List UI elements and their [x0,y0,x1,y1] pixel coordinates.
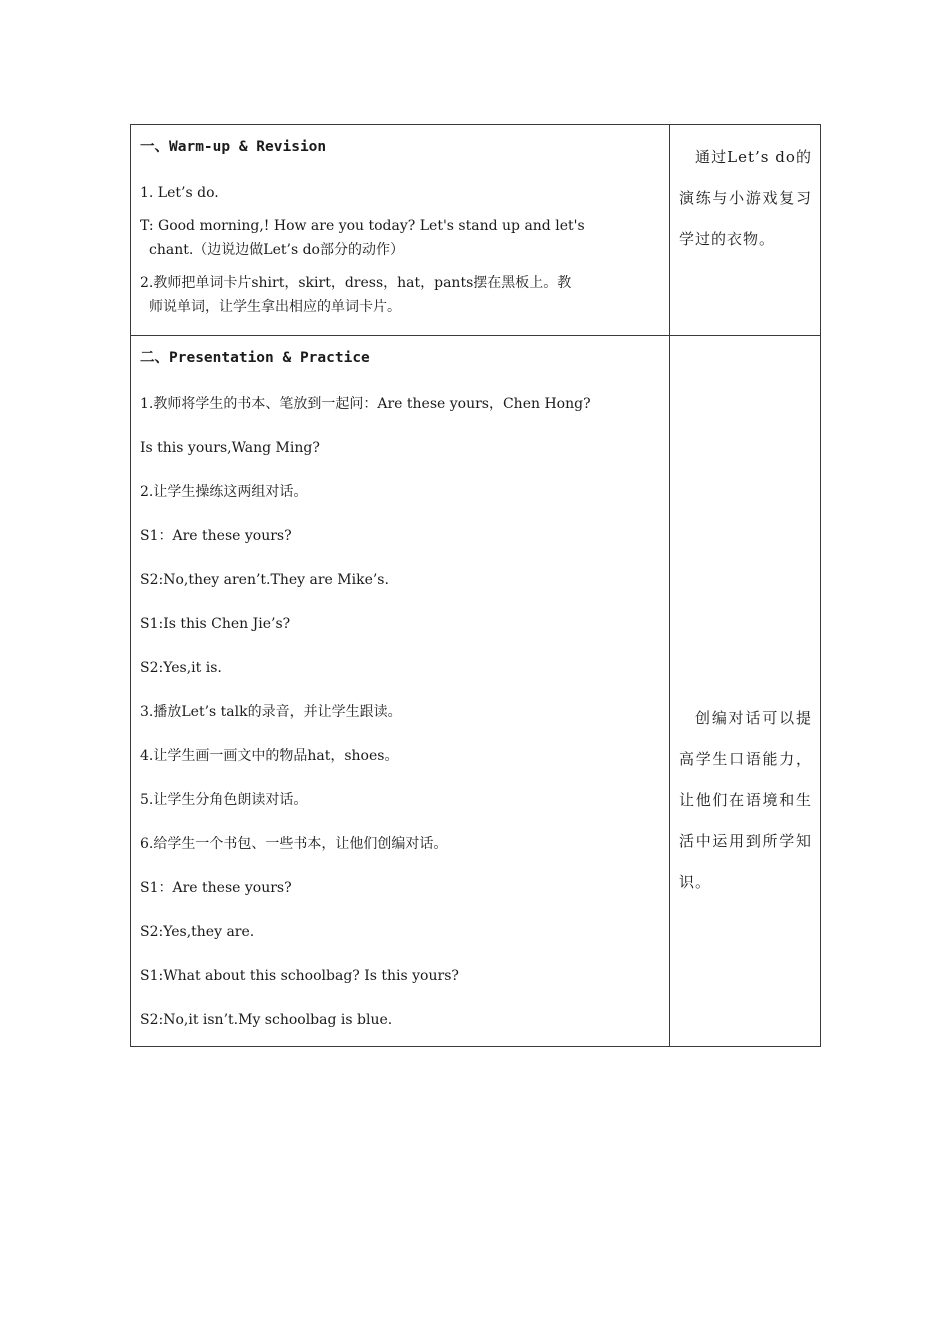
warmup-item-2-line-1: 2.教师把单词卡片shirt，skirt，dress，hat，pants摆在黑板上。教 [140,275,572,291]
presentation-line: 1.教师将学生的书本、笔放到一起问：Are these yours，Chen Hong? [140,396,591,412]
warmup-note-cell [670,125,821,336]
presentation-note-cell [670,336,821,1047]
presentation-line: 6.给学生一个书包、一些书本，让他们创编对话。 [140,836,448,852]
warmup-item-1: 1. Let’s do. [140,185,219,201]
presentation-line: S2:No,they aren’t.They are Mike’s. [140,572,389,588]
presentation-line: 3.播放Let’s talk的录音，并让学生跟读。 [140,704,402,720]
presentation-line: Is this yours,Wang Ming? [140,440,320,456]
lesson-plan-table [130,124,821,1047]
warmup-teacher-line-1: T: Good morning,! How are you today? Let's stand up and let's [140,218,585,234]
presentation-note: 创编对话可以提高学生口语能力，让他们在语境和生活中运用到所学知识。 [679,709,812,891]
presentation-line: 5.让学生分角色朗读对话。 [140,792,308,808]
table-row-presentation [131,336,821,1047]
warmup-teacher-line-2: chant.（边说边做Let’s do部分的动作） [149,242,404,258]
presentation-line: S1：Are these yours? [140,528,292,544]
presentation-line: S2:No,it isn’t.My schoolbag is blue. [140,1012,393,1028]
presentation-line: 4.让学生画一画文中的物品hat，shoes。 [140,748,399,764]
warmup-item-2-line-2: 师说单词，让学生拿出相应的单词卡片。 [149,299,401,315]
presentation-line: S1：Are these yours? [140,880,292,896]
presentation-content-cell [131,336,670,1047]
note-spacer [679,348,812,698]
table-row-warmup [131,125,821,336]
presentation-line: S2:Yes,it is. [140,660,222,676]
warmup-heading: 一、Warm-up & Revision [140,139,327,155]
warmup-content-cell [131,125,670,336]
presentation-heading: 二、Presentation & Practice [140,350,370,366]
presentation-line: S1:Is this Chen Jie’s? [140,616,291,632]
warmup-note: 通过Let’s do的演练与小游戏复习学过的衣物。 [679,148,812,248]
presentation-line: S2:Yes,they are. [140,924,255,940]
presentation-line: 2.让学生操练这两组对话。 [140,484,308,500]
presentation-line: S1:What about this schoolbag? Is this yours? [140,968,459,984]
